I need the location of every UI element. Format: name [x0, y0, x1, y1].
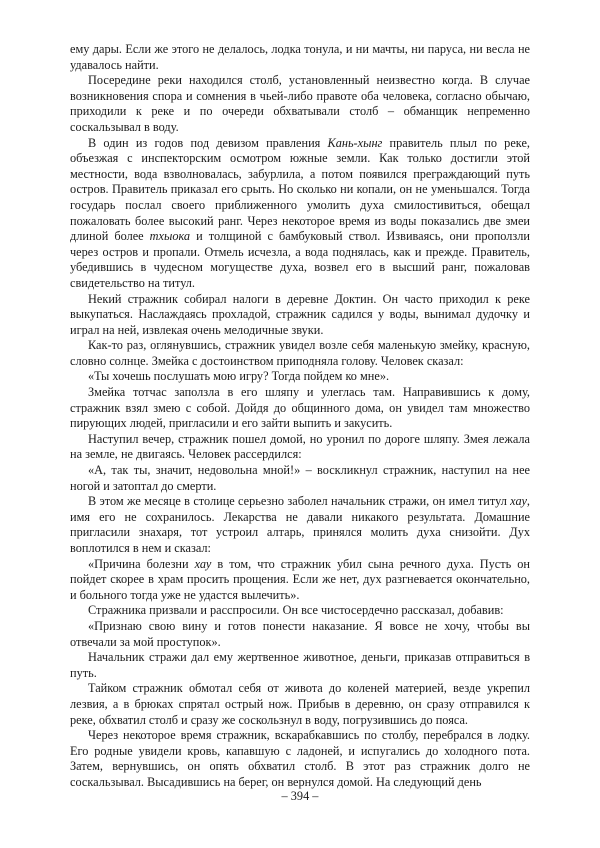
paragraph: В один из годов под девизом правления Кань-хынг правитель плыл по реке, объезжая с инспекторским осмотром южные земли. Как только достигли этой местности, вода взволновалась, забурлила, а потом появился преграждающий путь остров. Правитель приказал его срыть. Но сколько ни копали, он не уменьшался. Тогда государь послал своего приближенного умолить духа смилостивиться, обещал пожаловать более высокий ранг. Через некоторое время из воды показались две змеи длиной более тхыока и толщиной с бамбуковый ствол. Извиваясь, они проползли через остров и пропали. Отмель исчезла, а вода поднялась, как и прежде. Правитель, убедившись в чудесном могуществе духа, возвел его в высший ранг, пожаловав свидетельство на титул.: [70, 135, 530, 290]
paragraph: В этом же месяце в столице серьезно заболел начальник стражи, он имел титул хау, имя его не сохранилось. Лекарства не давали никакого результата. Домашние пригласили знахаря, тот устроил алтарь, принялся молить духа снизойти. Дух воплотился в нем и сказал:: [70, 494, 530, 555]
italic-term: хау: [194, 556, 212, 571]
paragraph: Начальник стражи дал ему жертвенное животное, деньги, приказав отправиться в путь.: [70, 650, 530, 680]
paragraph: Тайком стражник обмотал себя от живота до коленей материей, везде укрепил лезвия, а в брюках спрятал острый нож. Прибыв в деревню, он сразу отправился к реке, обхватил столб и сразу же соскользнул в воду, погрузившись до пояса.: [70, 681, 530, 727]
paragraph: «Признаю свою вину и готов понести наказание. Я вовсе не хочу, чтобы вы отвечали за мой проступок».: [70, 618, 530, 649]
paragraph: Наступил вечер, стражник пошел домой, но уронил по дороге шляпу. Змея лежала на земле, не двигаясь. Человек рассердился:: [70, 431, 530, 462]
paragraph: Стражника призвали и расспросили. Он все чистосердечно рассказал, добавив:: [88, 603, 504, 618]
paragraph: Змейка тотчас заползла в его шляпу и улеглась там. Направившись к дому, стражник взял змею с собой. Дойдя до общинного дома, он увидел там множество пирующих людей, пригласили и его зайти выпить и закусить.: [70, 385, 530, 431]
page-text: [70, 42, 530, 791]
paragraph: «Причина болезни хау в том, что стражник убил сына речного духа. Пусть он пойдет скорее в храм просить прощения. Если же нет, дух разгневается окончательно, и больного тогда уже не удастся вылечить».: [70, 556, 530, 602]
paragraph: Через некоторое время стражник, вскарабкавшись по столбу, перебрался в лодку. Его родные увидели кровь, капавшую с ладоней, и испугались до холодного пота. Затем, вернувшись, он опять обхватил столб. В этот раз стражник долго не соскальзывал. Высадившись на берег, он вернулся домой. На следующий день: [70, 728, 530, 789]
paragraph: Посередине реки находился столб, установленный неизвестно когда. В случае возникновения спора и сомнения в чьей-либо правоте оба человека, согласно обычаю, приходили к реке и по очереди обхватывали столб – обманщик непременно соскальзывал в воду.: [70, 73, 530, 134]
paragraph: Как-то раз, оглянувшись, стражник увидел возле себя маленькую змейку, красную, словно солнце. Змейка с достоинством приподняла голову. Человек сказал:: [70, 338, 530, 368]
paragraph: Некий стражник собирал налоги в деревне Доктин. Он часто приходил к реке выкупаться. Наслаждаясь прохладой, стражник садился у воды, вынимал дудочку и играл на ней, извлекая очень мелодичные звуки.: [70, 291, 530, 337]
paragraph: «Ты хочешь послушать мою игру? Тогда пойдем ко мне».: [88, 369, 390, 384]
page-number: – 394 –: [281, 789, 319, 803]
italic-term: хау: [510, 494, 527, 509]
paragraph: «А, так ты, значит, недовольна мной!» – воскликнул стражник, наступил на нее ногой и затоптал до смерти.: [70, 463, 530, 493]
italic-term: тхыока: [149, 229, 191, 244]
paragraph: ему дары. Если же этого не делалось, лодка тонула, и ни мачты, ни паруса, ни весла не удавалось найти.: [70, 42, 530, 72]
italic-term: Кань-хынг: [327, 135, 383, 150]
